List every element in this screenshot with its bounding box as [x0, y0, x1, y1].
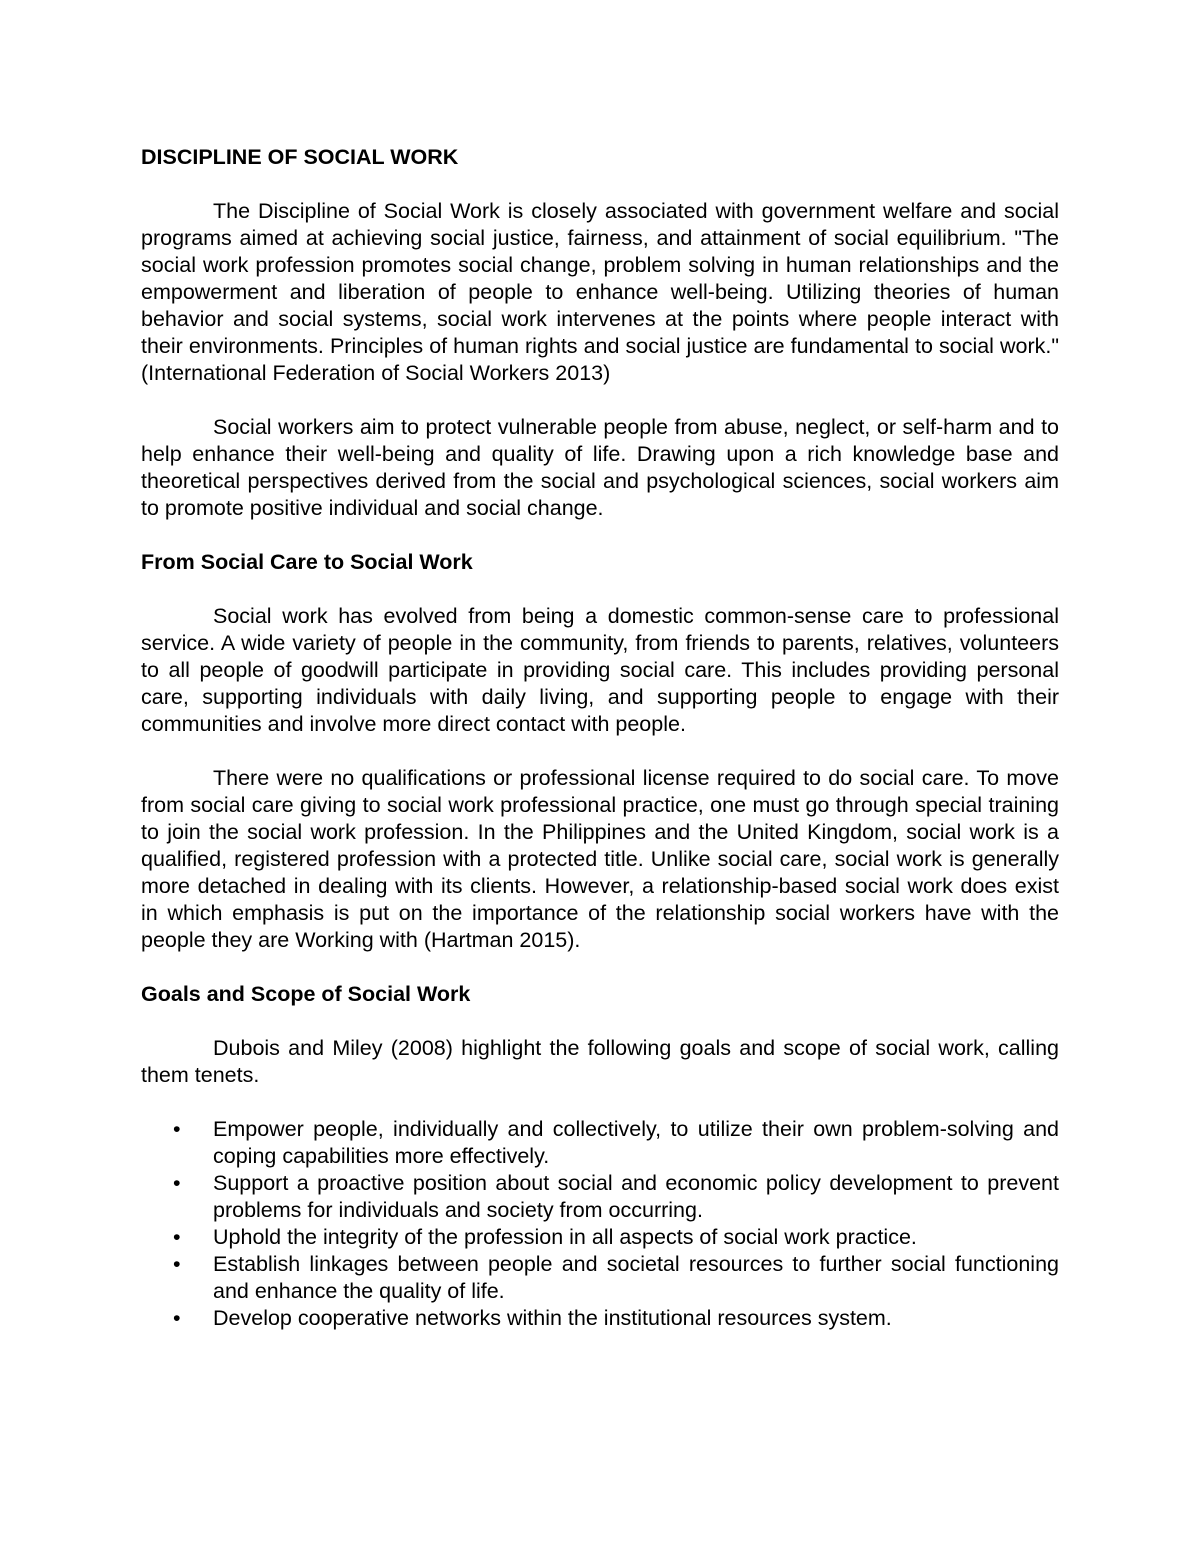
goals-intro-paragraph: Dubois and Miley (2008) highlight the following goals and scope of social work, calling them tenets. [141, 1036, 1059, 1087]
list-item-text: Develop cooperative networks within the institutional resources system. [213, 1306, 892, 1330]
tenets-list [141, 1116, 1059, 1332]
list-item [141, 1116, 1059, 1170]
section-heading-care: From Social Care to Social Work [141, 550, 473, 574]
list-item [141, 1305, 1059, 1332]
care-paragraph-1: Social work has evolved from being a domestic common-sense care to professional service. A wide variety of people in the community, from friends to parents, relatives, volunteers to all people of goodwill participate in providing social care. This includes providing personal care, supporting individuals with daily living, and supporting people to engage with their communities and involve more direct contact with people. [141, 604, 1059, 736]
bullet-icon: • [173, 1225, 181, 1249]
bullet-icon: • [173, 1117, 181, 1141]
list-item [141, 1224, 1059, 1251]
list-item-text: Support a proactive position about social and economic policy development to prevent problems for individuals and society from occurring. [213, 1171, 1059, 1222]
document-page [141, 144, 1059, 1332]
intro-paragraph-1: The Discipline of Social Work is closely associated with government welfare and social programs aimed at achieving social justice, fairness, and attainment of social equilibrium. "The social work profession promotes social change, problem solving in human relationships and the empowerment and liberation of people to enhance well-being. Utilizing theories of human behavior and social systems, social work intervenes at the points where people interact with their environments. Principles of human rights and social justice are fundamental to social work." (International Federation of Social Workers 2013) [141, 199, 1059, 385]
document-title: DISCIPLINE OF SOCIAL WORK [141, 145, 459, 169]
bullet-icon: • [173, 1252, 181, 1276]
list-item [141, 1251, 1059, 1305]
intro-paragraph-2: Social workers aim to protect vulnerable people from abuse, neglect, or self-harm and to help enhance their well-being and quality of life. Drawing upon a rich knowledge base and theoretical perspectives derived from the social and psychological sciences, social workers aim to promote positive individual and social change. [141, 415, 1059, 520]
bullet-icon: • [173, 1306, 181, 1330]
list-item-text: Establish linkages between people and societal resources to further social functioning and enhance the quality of life. [213, 1252, 1059, 1303]
section-heading-goals: Goals and Scope of Social Work [141, 982, 471, 1006]
list-item [141, 1170, 1059, 1224]
care-paragraph-2: There were no qualifications or professional license required to do social care. To move from social care giving to social work professional practice, one must go through special training to join the social work profession. In the Philippines and the United Kingdom, social work is a qualified, registered profession with a protected title. Unlike social care, social work is generally more detached in dealing with its clients. However, a relationship-based social work does exist in which emphasis is put on the importance of the relationship social workers have with the people they are Working with (Hartman 2015). [141, 766, 1059, 952]
list-item-text: Empower people, individually and collectively, to utilize their own problem-solving and coping capabilities more effectively. [213, 1117, 1059, 1168]
bullet-icon: • [173, 1171, 181, 1195]
list-item-text: Uphold the integrity of the profession in all aspects of social work practice. [213, 1225, 917, 1249]
